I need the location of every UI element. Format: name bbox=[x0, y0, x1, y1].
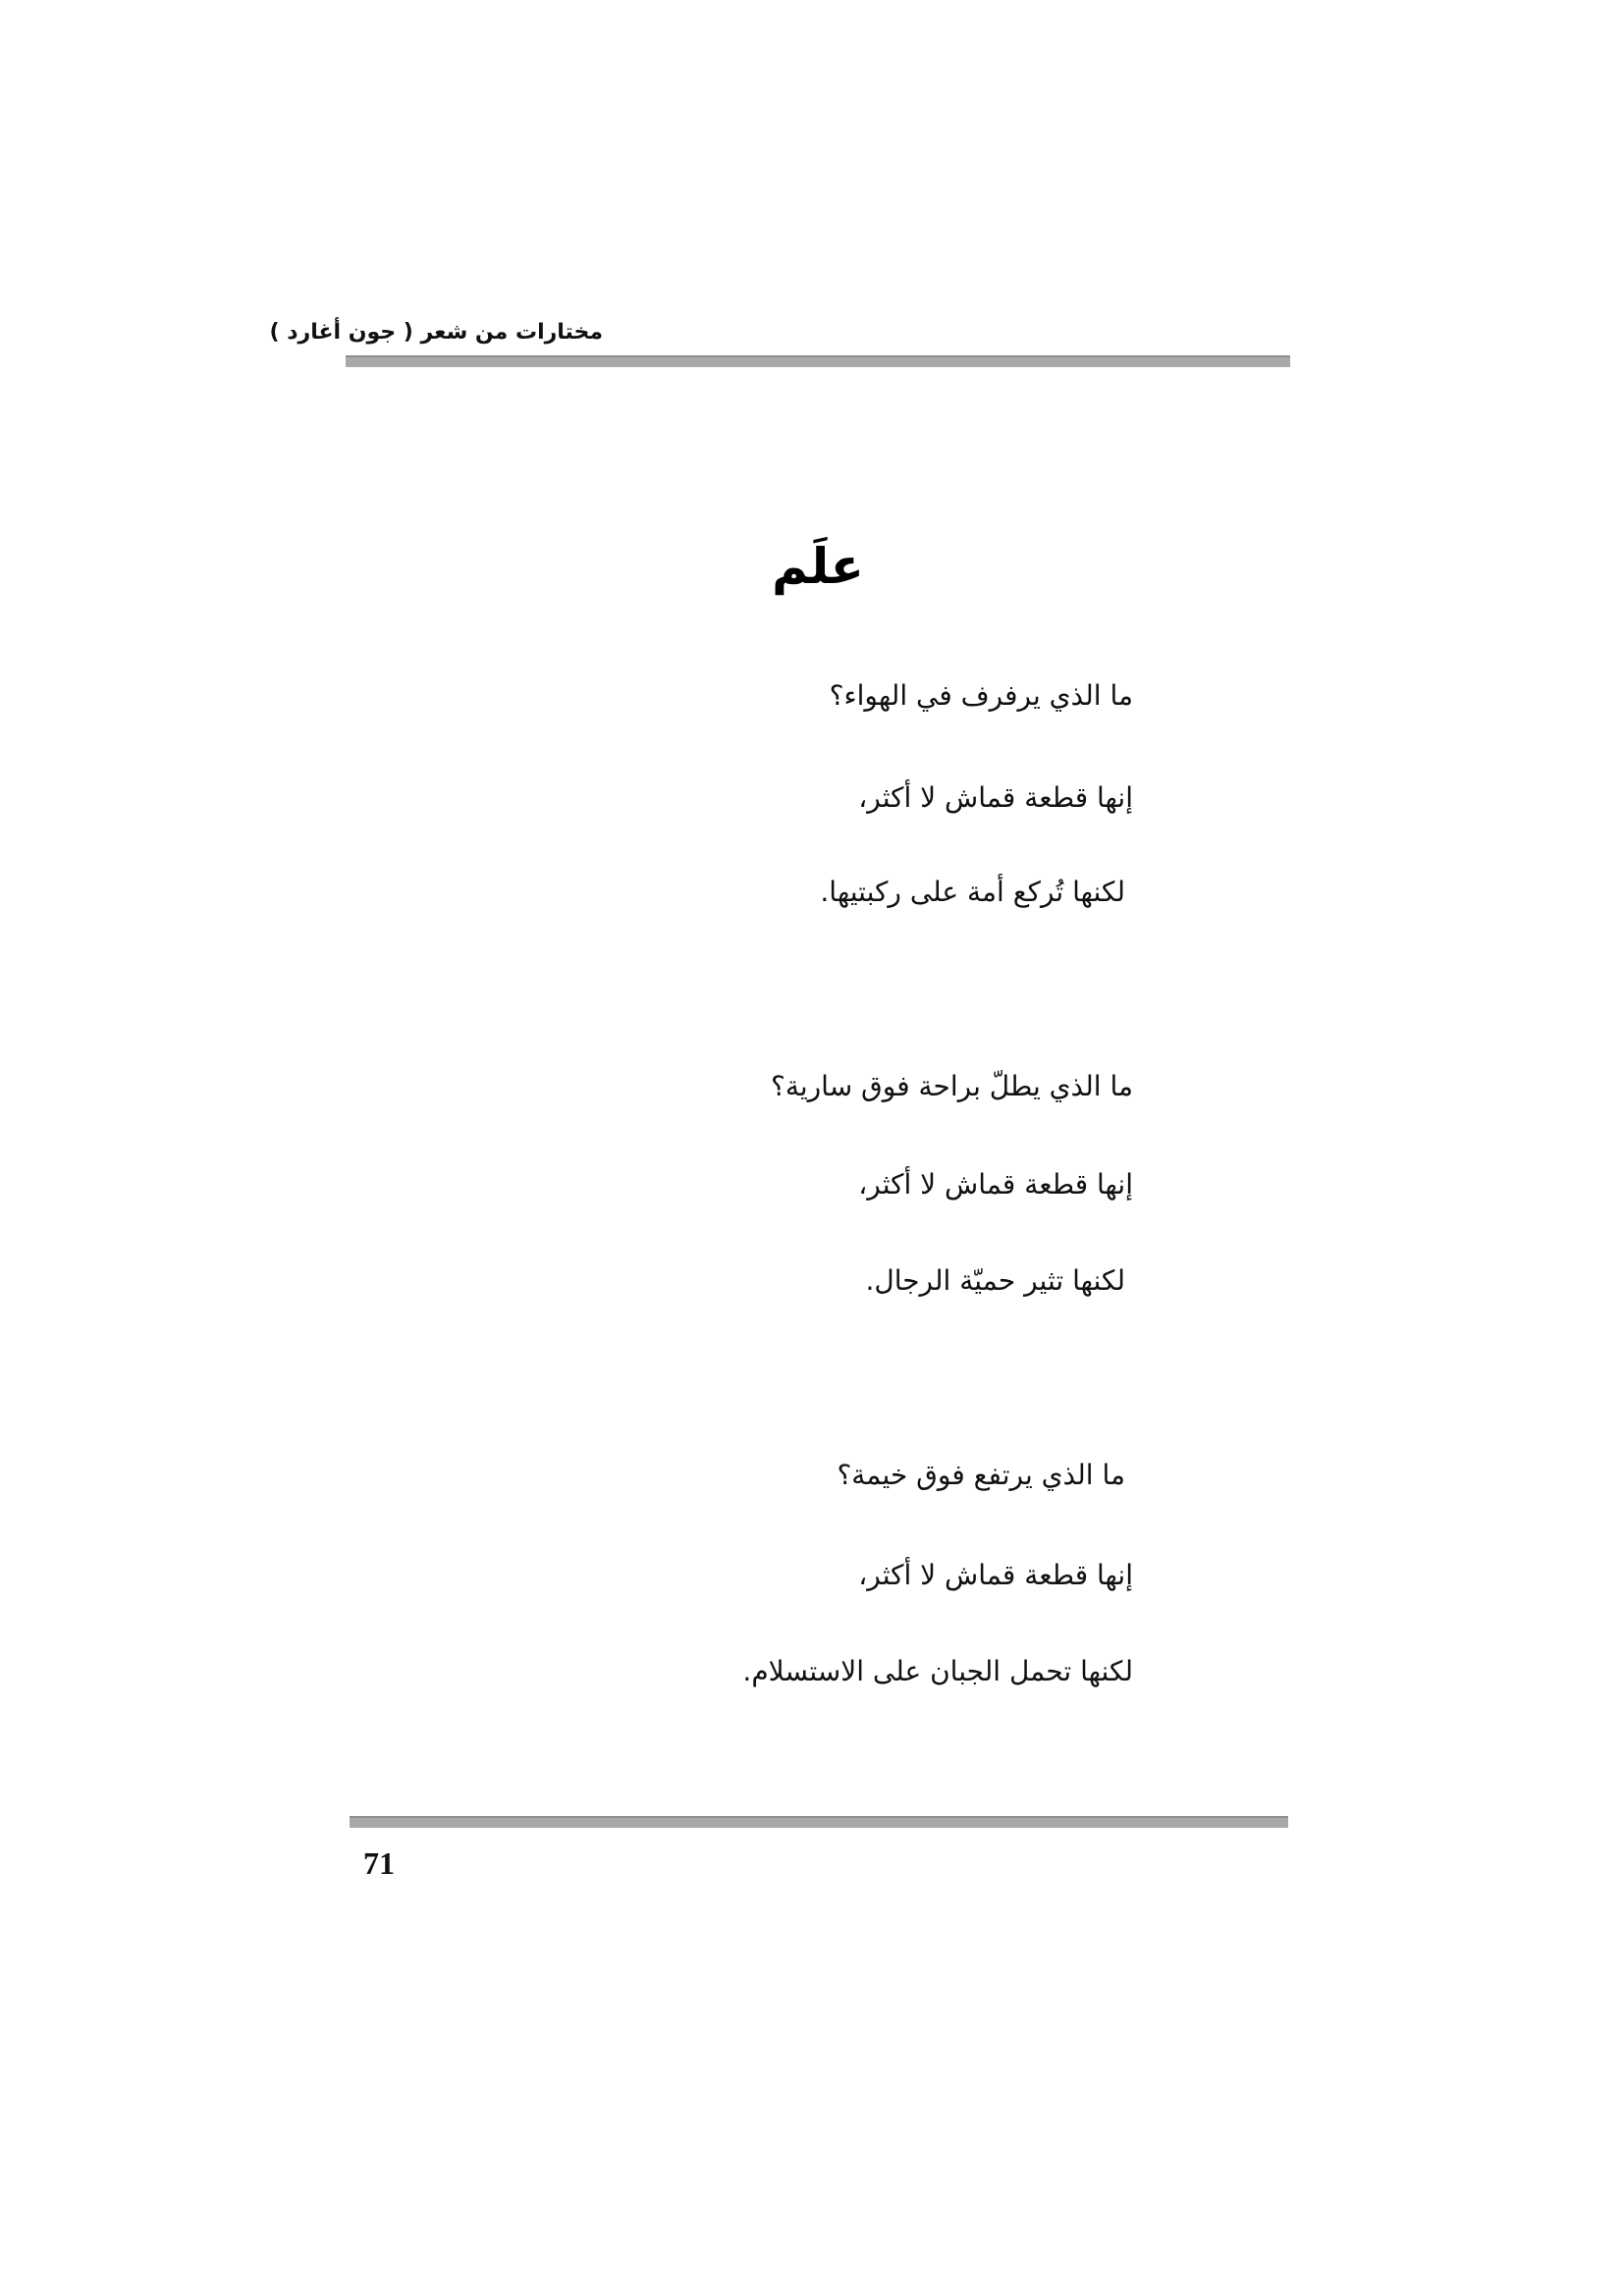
poem-line: إنها قطعة قماش لا أكثر، bbox=[858, 1168, 1133, 1201]
poem-title: علَم bbox=[772, 538, 864, 595]
poem-line: لكنها تثير حميّة الرجال. bbox=[865, 1264, 1125, 1297]
running-header: مختارات من شعر ( جون أغارد ) bbox=[269, 320, 603, 345]
header-rule-line bbox=[346, 355, 1290, 357]
poem-line: ما الذي يطلّ براحة فوق سارية؟ bbox=[770, 1070, 1133, 1102]
poem-line: إنها قطعة قماش لا أكثر، bbox=[858, 781, 1133, 814]
footer-rule bbox=[350, 1816, 1288, 1828]
poem-line: ما الذي يرتفع فوق خيمة؟ bbox=[837, 1459, 1125, 1491]
poem-line: إنها قطعة قماش لا أكثر، bbox=[858, 1559, 1133, 1591]
header-rule bbox=[346, 355, 1290, 367]
footer-rule-line bbox=[350, 1816, 1288, 1818]
page-number: 71 bbox=[363, 1845, 395, 1881]
poem-line: ما الذي يرفرف في الهواء؟ bbox=[829, 679, 1133, 712]
poem-line: لكنها تحمل الجبان على الاستسلام. bbox=[742, 1655, 1133, 1687]
poem-line: لكنها تُركع أمة على ركبتيها. bbox=[820, 876, 1125, 908]
